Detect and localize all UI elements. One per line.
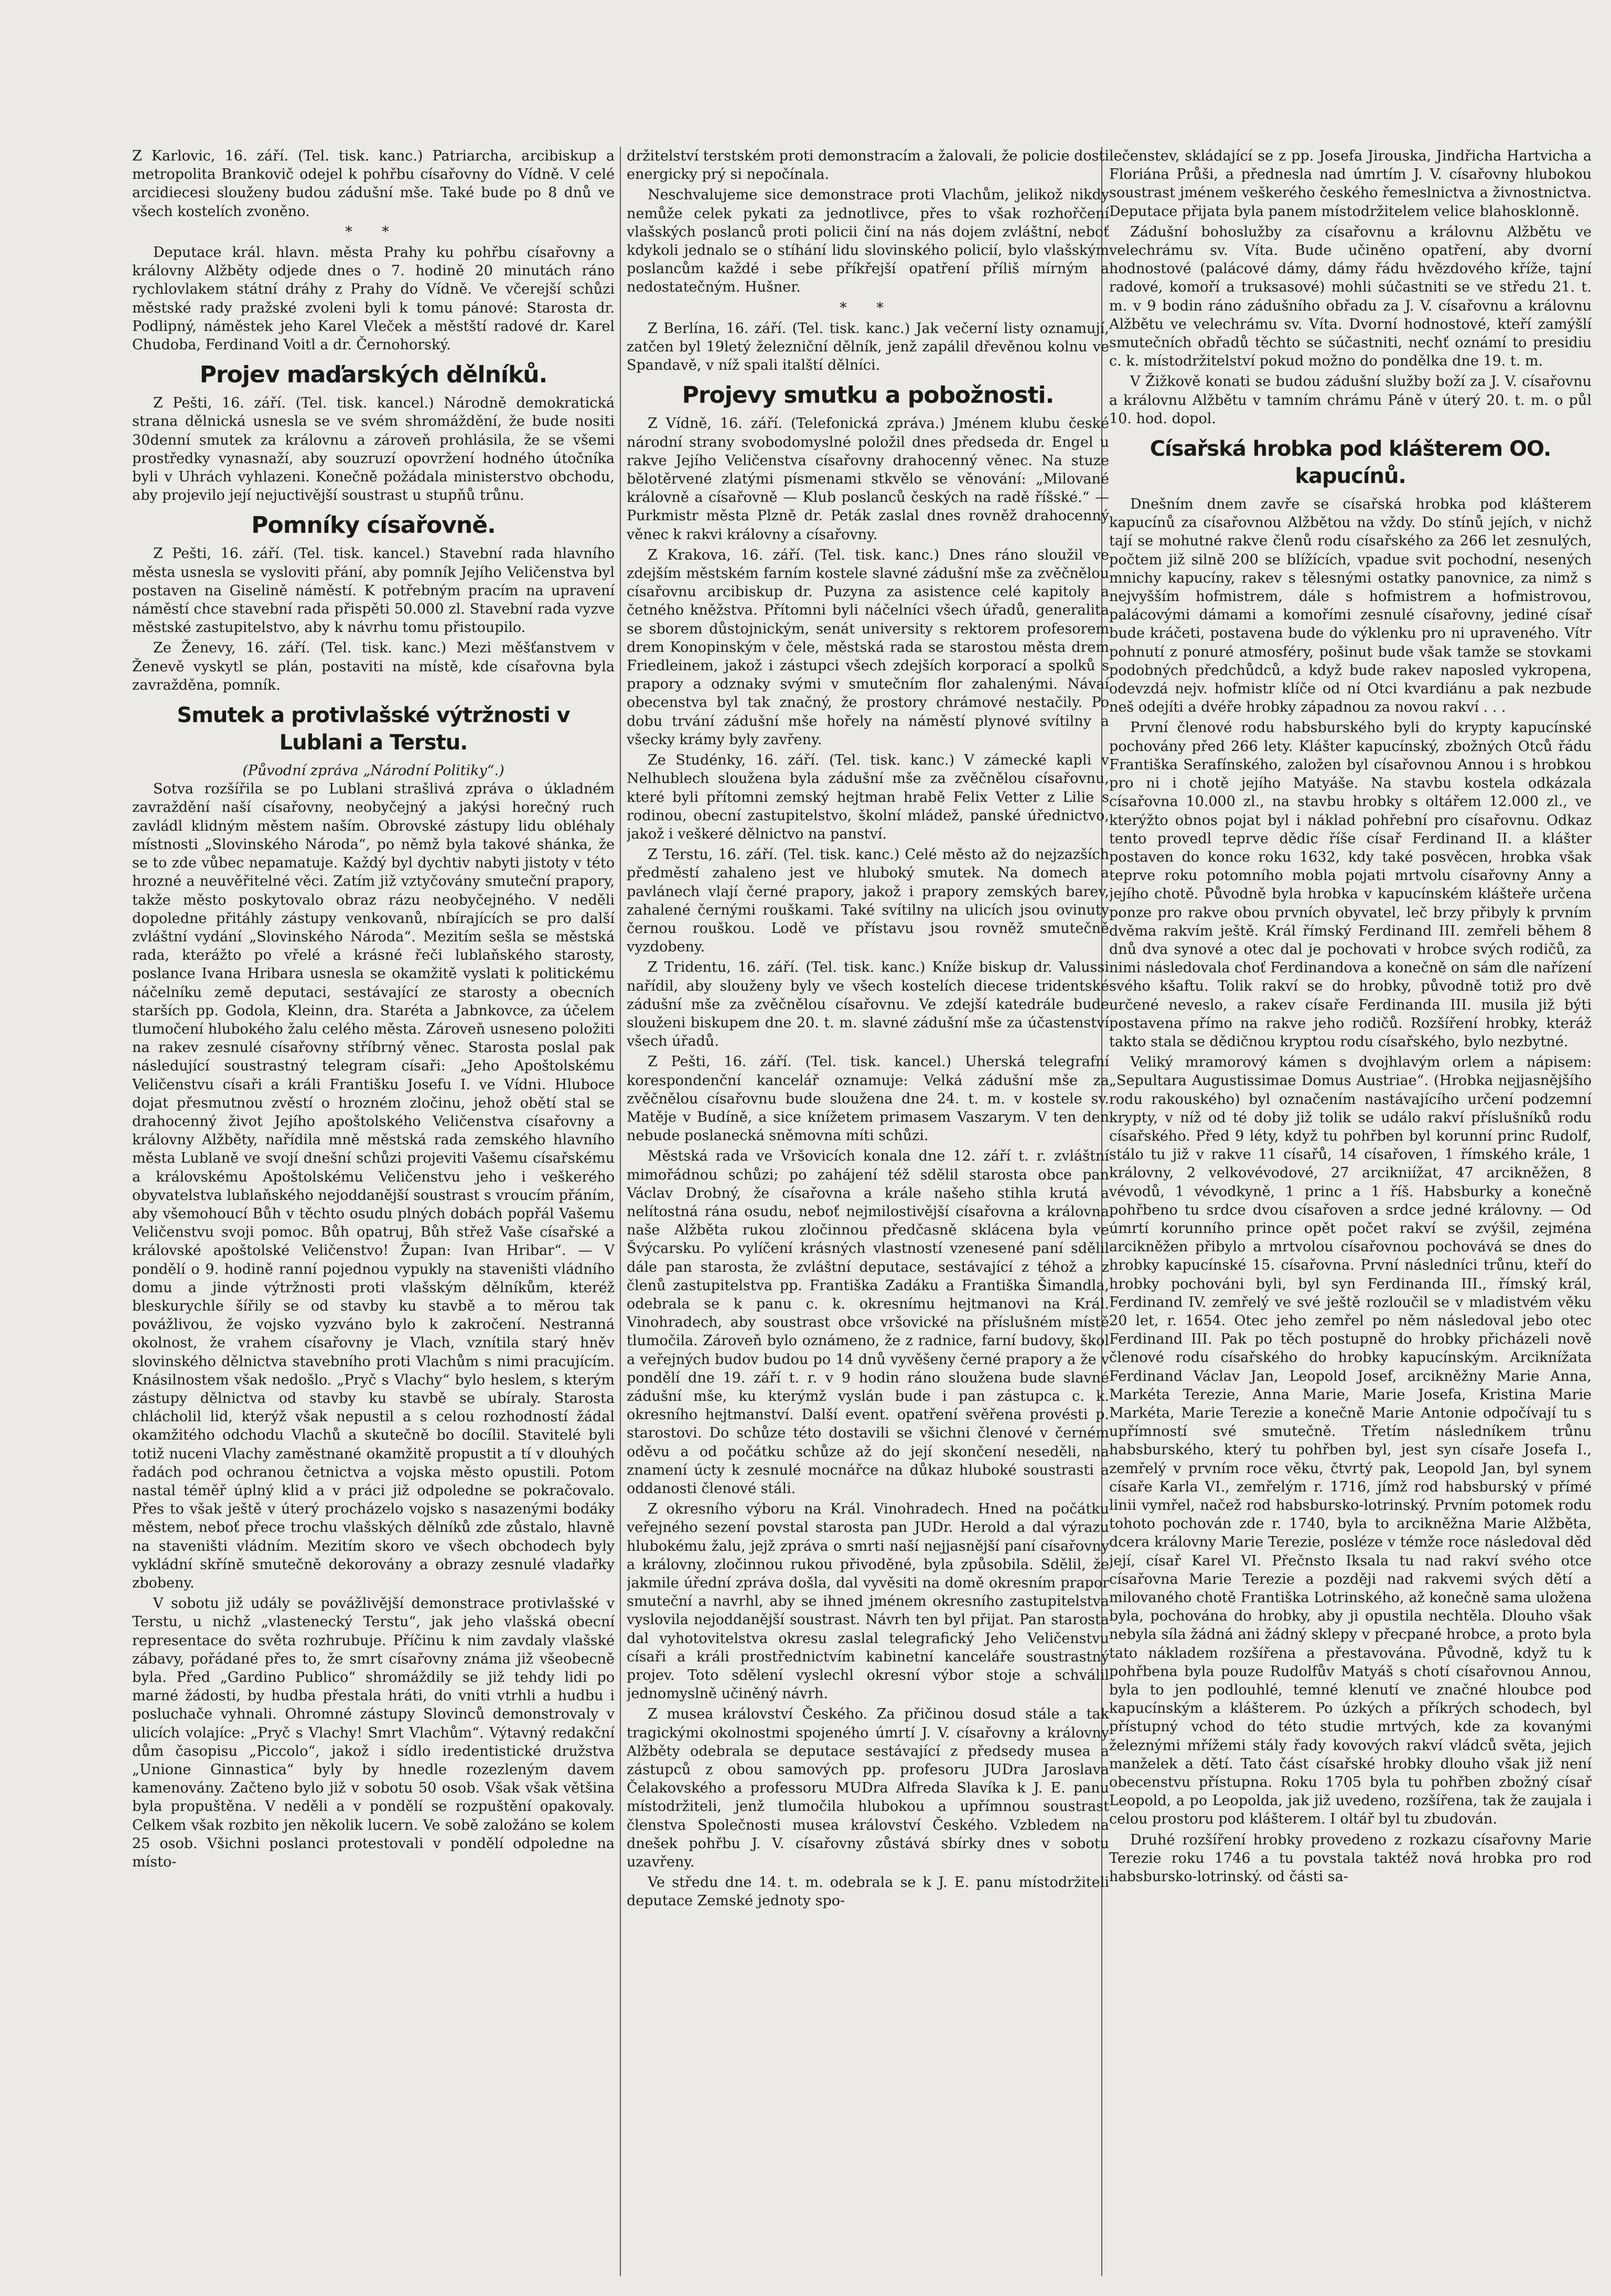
article-neschvalujeme: Neschvalujeme sice demonstrace proti Vlachům, jelikož nikdy nemůže celek pykati za jednotlivce, přes to však rozhořčení vlašských poslanců proti policii činí na nás dojem zvláštní, neboť kdykoli jednalo se o stíhání lidu slovinského policií, bylo vlašským poslancům každé i sebe příkřejší opatření příliš mírným a nedostatečným. Hušner. [627, 187, 1109, 296]
news-vidne: Z Vídně, 16. září. (Telefonická zpráva.) Jménem klubu české národní strany svobodomyslné položil dnes předseda dr. Engel u rakve Jejího Veličenstva císařovny drahocenný věnec. Na stuze bělotěrvené zlatými písmenami stkvělo se věnování: „Milované královně a císařovně — Klub poslanců českých na radě říšské.“ — Purkmistr města Plzně dr. Peták zaslal dnes rovněž drahocenný věnec k rakvi královny a císařovny. [627, 415, 1109, 543]
news-deputace-praha: Deputace král. hlavn. města Prahy ku pohřbu císařovny a královny Alžběty odjede dnes o 7. hodině 20 minutách ráno rychlovlakem státní dráhy z Prahy do Vídně. Ve včerejší schůzi městské rady pražské zvoleni byli k tomu pánové: Starosta dr. Podlipný, náměstek jeho Karel Vleček a městští radové dr. Karel Chudoba, Ferdinand Voitl a dr. Černohorský. [132, 244, 615, 353]
headline-madarskych-delniku: Projev maďarských dělníků. [199, 361, 547, 389]
news-museum: Z musea království Českého. Za přičinou dosud stále a tak tragickými okolnostmi spojeného úmrtí J. V. císařovny a královny Alžběty odebrala se deputace sestávající z předsedy musea a zástupců z obou samových pp. profesoru JUDra Jaroslava Čelakovského a professoru MUDra Alfreda Slavíka k J. E. panu místodržiteli, jenž tlumočila hlubokou a upřímnou soustrast členstva Společnosti musea království Českého. Vzbledem na dnešek pohřbu J. V. císařovny zůstává sbírky dnes v sobotu uzavřeny. [627, 1706, 1109, 1871]
column-left [132, 147, 615, 2281]
news-vrsovice: Městská rada ve Vršovicích konala dne 12. září t. r. zvláštní mimořádnou schůzi; po zahájení též sdělil starosta obce pan Václav Drobný, že císařovna a krále našeho stihla krutá a nelítostná rána osudu, neboť nejmilostivější císařovna a královna naše Alžběta rukou zločinnou předčasně sklácena byla ve Švýcarsku. Po vylíčení krásných vlastností vzenesené paní sdělil dále pan starosta, že zvláštní deputace, sestávající z téhož a z členů zastupitelstva pp. Františka Zadáku a Františka Šimandla, odebrala se k panu c. k. okresnímu hejtmanovi na Král. Vinohradech, aby soustrast obce vršovické na příslušném místě tlumočila. Zároveň bylo oznámeno, že z radnice, farní budovy, škol a veřejných budov budou po 14 dnů vyvěšeny černé prapory a že v pondělí dne 19. září t. r. v 9 hodin ráno sloužena bude slavné zádušní mše, ku kterýmž vyslán bude i pan zástupca c. k. okresního hejtmanství. Další event. opatření svěřena provésti p. starostovi. Do schůze této dostavili se všichni členové v černém oděvu a od počátku schůze až do její skončení neseděli, na znamení úcty k zesnulé mocnářce na důkaz hluboké soustrasti a oddanosti členové stáli. [627, 1148, 1109, 1497]
news-pesti-mse: Z Pešti, 16. září. (Tel. tisk. kancel.) Uherská telegrafní korespondenční kancelář oznamuje: Velká zádušní mše za zvěčnělou císařovnu bude sloužena dne 24. t. m. v kostele sv. Matěje v Budíně, a sice knížetem primasem Vaszarym. V ten den nebude poslanecká sněmovna míti schůzi. [627, 1054, 1109, 1144]
article-terst: V sobotu již udály se povážlivější demonstrace protivlašské v Terstu, u nichž „vlastenecký Terstu“, jak jeho vlašská obecní representace do světa rozhrubuje. Příčinu k nim zavdaly vlašské zábavy, pořádané přes to, že smrt císařovny známa již všeobecně byla. Před „Gardino Publico“ shromáždily se již tehdy lidi po marné žádosti, by hudba přestala hráti, do vniti vtrhli a hudbu i posluchače vyhnali. Ohromné zástupy Slovinců demonstrovaly v ulicích volajíce: „Pryč s Vlachy! Smrt Vlachům“. Výtavný redakční dům časopisu „Piccolo“, jakož i sídlo iredentistické družstva „Unione Ginnastica“ byly by hnedle rozezleným davem kamenovány. Začteno bylo již v sobotu 50 osob. Však však většina byla propuštěna. V neděli a v pondělí se rozpuštění opakovaly. Celkem však rozbito jen několik lucern. Ve sobě založáno se kolem 25 osob. Všichni poslanci protestovali v pondělí odpoledne na místo- [132, 1595, 615, 1871]
news-pesti-strana: Z Pešti, 16. září. (Tel. tisk. kancel.) Národně demokratická strana dělnická usnesla se ve svém shromáždění, že bude nositi 30denní smutek za královnu a zároveň prohlásila, že se všemi prostředky vynasnaží, aby souzruzí opovržení hodného útočníka byli v Uhrách vyhlazeni. Konečně požádala ministerstvo obchodu, aby projevilo její nejuctivější soustrast u stupňů trůnu. [132, 395, 615, 504]
column-right [1109, 147, 1592, 2281]
separator-stars: * * [840, 299, 896, 316]
headline-pomniky: Pomníky císařovně. [251, 512, 496, 539]
news-krakova: Z Krakova, 16. září. (Tel. tisk. kanc.) Dnes ráno sloužil ve zdejším městském farním kostele slavné zádušní mše za zvěčnělou císařovnu arcibiskup dr. Puzyna za asistence celé kapitoly a četného kněžstva. Přítomni byli náčelníci všech úřadů, generalita se sborem důstojnickým, senát university s rektorem profesorem drem Konopinským v čele, městská rada se starostou města drem Friedleinem, jakož i zástupci všech zdejších korporací a spolků s prapory a odznaky svými v smutečním flor zahalenými. Návaí obecenstva byl tak značný, že prostory chrámové nestačily. Po dobu trvání zádušní mše hořely na náměstí plynové svítilny a všecky krámy byly zavřeny. [627, 546, 1109, 748]
news-zenevy: Ze Ženevy, 16. září. (Tel. tisk. kanc.) Mezi měšťanstvem v Ženevě vyskytl se plán, postaviti na místě, kde císařovna byla zavražděna, pomník. [132, 640, 615, 693]
headline-cisarska-hrobka: Císařská hrobka pod klášterem OO. kapucínů. [1150, 437, 1551, 489]
article-lublan: Sotva rozšířila se po Lublani strašlivá zpráva o úkladném zavraždění naší císařovny, neobyčejný a jakýsi horečný ruch zavládl klidným městem naším. Obrovské zástupy lidu obléhaly místnosti „Slovinského Národa“, po němž byla takové shánka, že se to zde vůbec nepamatuje. Každý byl dychtiv nabyti jistoty v této hrozné a neuvěřitelné věci. Zatím již vztyčovány smuteční prapory, takže město poskytovalo obraz rázu neobyčejného. V neděli dopoledne přitáhly zástupy venkovanů, nbírajících se pro další zvláštní vydání „Slovinského Národa“. Mezitím sešla se městská rada, kterážto po vřelé a krásné řeči lublaňského starosty, poslance Ivana Hribara usnesla se okamžitě vyslati k politickému náčelníku země deputaci, sestávající ze starosty a obecních starších pp. Godola, Kleinn, dra. Staréta a Jabnkovce, za účelem tlumočení hlubokého žalu celého města. Zároveň usneseno položiti na rakev zesnulé císařovny stříbrný věnec. Starosta poslal pak následující soustrastný telegram císaři: „Jeho Apoštolskému Veličenstvu císaři a králi Františku Josefu I. ve Vídni. Hluboce dojat přesmutnou zvěstí o hrozném zločinu, jehož obětí stal se drahocenný život Jejího apoštolského Veličenstva císařovny a královny Alžběty, nařídila mně městská rada zemského hlavního města Lublaně ve svojí dnešní schůzi projeviti Vašemu císařskému a královskému Apoštolskému Veličenstvu jeho i veškerého obyvatelstva lublaňského nejoddanější soustrast s vroucím přáním, aby všemohoucí Bůh v těchto osudu plných dobách popřál Vašemu Veličenstvu svoji pomoc. Bůh opatruj, Bůh střež Vaše císařské a královské apoštolské Veličenstvo! Župan: Ivan Hribar“. — V pondělí o 9. hodině ranní pojednou vypukly na staveništi vládního domu a jinde výtržnosti proti vlašským dělníkům, kteréž bleskurychle šířily se od stavby ku stavbě a to měrou tak povážlivou, že vojsko vyzváno bylo k zakročení. Nestranná okolnost, že vrahem císařovny je Vlach, vznítila starý hněv slovinského dělnictva stavebního proti Vlachům s nimi pracujícím. Knásilnostem však nedošlo. „Pryč s Vlachy“ bylo heslem, s kterým zástupy dělnictva od stavby ku stavbě se ubíraly. Starosta chlácholil lid, kterýž však nepustil a s celou rozhodností žádal okamžitého odchodu Vlachů a skutečně bo docílil. Stavitelé byli totiž nuceni Vlachy zaměstnané okamžitě propustit a tí v dlouhých řadách pod ochranou četnictva a vojska město opustili. Potom nastal téměř úplný klid a v práci již odpoledne se pokračovalo. Přes to však ještě v úterý procházelo vojsko s nasazenými bodáky městem, neboť přece trochu vlašských dělníků zde zůstalo, hlavně na staveništi vládním. Mezitím skoro ve všech obchodech byly vykládní skříně smutečně dekorovány a obrazy zesnulé vladařky zbobeny. [132, 781, 615, 1592]
article-hrobka-4: Druhé rozšíření hrobky provedeno z rozkazu císařovny Marie Terezie roku 1746 a tu povstala taktéž nová hrobka pro rod habsbursko-lotrinský. od části sa- [1109, 1831, 1592, 1885]
news-jednota-cont: lečenstev, skládající se z pp. Josefa Jirouska, Jindřicha Hartvicha a Floriána Průši, a přednesla nad úmrtím J. V. císařovny hlubokou soustrast jménem veškerého českého řemeslnictva a živnostnictva. Deputace přijata byla panem místodržitelem velice blahosklonně. [1109, 148, 1592, 220]
news-terstu: Z Terstu, 16. září. (Tel. tisk. kanc.) Celé město až do nejzazších předměstí zahaleno jest ve hluboký smutek. Na domech a pavlánech vlají černé prapory, jakož i prapory zemských barev, zahalené černými rouškami. Také svítilny na ulicích jsou ovinuty černou rouškou. Lodě ve přístavu jsou rovněž smutečně vyzdobeny. [627, 846, 1109, 956]
headline-smutek-lublani: Smutek a protivlašské výtržnosti v Lublani a Terstu. [177, 703, 570, 755]
news-tridentu: Z Tridentu, 16. září. (Tel. tisk. kanc.) Kníže biskup dr. Valussi nařídil, aby slouženy byly ve všech kostelích diecese tridentské zádušní mše za zvěčnělou císařovnu. Ve zdejší katedrále bude slouženi biskupem dne 20. t. m. slavné zádušní mše za účastenství všech úřadů. [627, 959, 1109, 1050]
news-pesti-pomnik: Z Pešti, 16. září. (Tel. tisk. kancel.) Stavební rada hlavního města usnesla se vysloviti přání, aby pomník Jejího Veličenstva byl postaven na Giselině náměstí. K potřebným pracím na upravení náměstí chce stavební rada přispěti 50.000 zl. Stavební rada vyzve městské zastupitelstvo, aby k návrhu tomu přistoupilo. [132, 545, 615, 636]
news-vinohrady: Z okresního výboru na Král. Vinohradech. Hned na počátku veřejného sezení povstal starosta pan JUDr. Herold a dal výrazu hlubokému žalu, jejž zpráva o smrti naší nejjasnější paní císařovny a královny, zločinnou rukou přivoděné, byla způsobila. Sdělil, že jakmile úřední zpráva došla, dal vyvěsiti na domě okresním prapor smuteční a navrhl, aby se ihned jménem okresního zastupitelstva vyslovila nejoddanější soustrast. Návrh ten byl přijat. Pan starosta dal vyhotovitelstva okresu zaslal telegrafický Jeho Veličenstvu císaři a králi prostřednictvím kabinetní kanceláře soustrastný projev. Toto sdělení vyslechl okresní výbor stoje a schválil jednomyslně učiněný návrh. [627, 1501, 1109, 1702]
headline-projevy-smutku: Projevy smutku a pobožnosti. [682, 382, 1054, 409]
news-zizkov: V Žižkově konati se budou zádušní služby boží za J. V. císařovnu a královnu Alžbětu v tamním chrámu Páně v úterý 20. t. m. o půl 10. hod. dopol. [1109, 373, 1592, 427]
subheadline-puvodni-zprava: (Původní zpráva „Národní Politiky“.) [242, 763, 504, 779]
news-zadusni-vita: Zádušní bohoslužby za císařovnu a královnu Alžbětu ve velechrámu sv. Víta. Bude učiněno opatření, aby dvorní hodnostové (palácové dámy, dámy řádu hvězdového kříže, tajní radové, komoří a truksasové) mohli súčastniti se ve středu 21. t. m. v 9 bodin ráno zádušního obřadu za J. V. císařovnu a královnu Alžbětu ve velechrámu sv. Víta. Dvorní hodnostové, kteří zamýšlí smutečních obřadů těchto se súčastniti, nechť oznámí to presidiu c. k. místodržitelství pokud možno do pondělka dne 19. t. m. [1109, 223, 1592, 370]
news-berlin: Z Berlína, 16. září. (Tel. tisk. kanc.) Jak večerní listy oznamují, zatčen byl 19letý železniční dělník, jenž zapálil dřevěnou kolnu ve Spandavě, v níž spali italští dělníci. [627, 320, 1109, 374]
article-terst-cont: držitelství terstském proti demonstracím a žalovali, že policie dosti energicky prý si nepočínala. [627, 148, 1109, 183]
news-studenky: Ze Studénky, 16. září. (Tel. tisk. kanc.) V zámecké kapli v Nelhublech sloužena byla zádušní mše za zvěčnělou císařovnu, které byli přítomni zemský hejtman hrabě Felix Vetter z Lilie s rodinou, obecní zastupitelstvo, školní mládež, panské úřednictvo, jakož i veškeré dělnictvo na panství. [627, 752, 1109, 842]
separator-stars: * * [345, 223, 402, 240]
column-middle [627, 147, 1109, 2281]
article-hrobka-1: Dnešním dnem zavře se císařská hrobka pod klášterem kapucínů za císařovnou Alžbětou na vždy. Do stínů jejích, v nichž tají se mohutné rakve členů rodu císařského za 266 let zesnulých, počtem již silně 200 se blížících, vpadue svit pochodní, nesených mnichy kapucíny, rakev s tělesnými ostatky panovnice, za nimž s nejvyšším hofmistrem, dále s hofmistrem a hofmistrovou, palácovými dámami a komořími zesnulé císařovny, jediné císař bude kráčeti, postavena bude do výklenku pro ni upraveného. Vítr pohnutí z ponuré atmosféry, pošinut bude však tamže se stovkami podobných předchůdců, a když bude rakev naposled vykropena, odevzdá nejv. hofmistr klíče od ní Otci kvardiánu a pak nezbude neš odejíti a dvéře hrobky západnou za novou rakví . . . [1109, 496, 1592, 716]
column-rule [620, 147, 621, 2276]
news-jednota: Ve středu dne 14. t. m. odebrala se k J. E. panu místodržiteli deputace Zemské jednoty spo- [627, 1874, 1109, 1909]
news-karlovic: Z Karlovic, 16. září. (Tel. tisk. kanc.) Patriarcha, arcibiskup a metropolita Brankovič odejel k pohřbu císařovny do Vídně. V celé arcidiecesi slouženy budou zádušní mše. Také bude po 8 dnů ve všech kostelích zvoněno. [132, 148, 615, 220]
article-hrobka-2: První členové rodu habsburského byli do krypty kapucínské pochovány před 266 lety. Klášter kapucínský, zbožných Otců řádu Františka Serafínského, založen byl císařovnou Annou i s hrobkou pro ni i chotě jejího Matyáše. Na stavbu kostela odkázala císařovna 10.000 zl., na stavbu hrobky s oltářem 12.000 zl., ve kterýžto obnos pojat byl i náklad pohřební pro císařovnu. Odkaz tento provedl teprve dědic říše císař Ferdinand II. a klášter postaven do konce roku 1632, kdy také posvěcen, hrobka však teprve roku potomního mobla pojati mrtvolu císařovny Anny a jejího chotě. Původně byla hrobka v kapucínském klášteře určena ponze pro rakve obou prvních obyvatel, leč brzy přibyly k prvním dvěma rakvím ještě. Král římský Ferdinand III. zemřeli během 8 dnů dva synové a otec dal je pochovati v hrobce svých rodičů, za nimi následovala choť Ferdinandova a konečně on sám dle nařízení svého kšaftu. Tolik rakví se do hrobky, původně totiž pro dvě určené neveslo, a rakev císaře Ferdinanda III. musila již býti postavena přímo na rakve jeho rodičů. Rozšíření hrobky, kteráž takto stala se dědičnou kryptou rodu císařského, bylo nezbytné. [1109, 720, 1592, 1050]
article-hrobka-3: Veliký mramorový kámen s dvojhlavým orlem a nápisem: „Sepultara Augustissimae Domus Austriae“. (Hrobka nejjasnějšího rodu rakouského) byl označením nastávajícího určení podzemní krypty, v níž od té doby již tolik se událo rakví příslušníků rodu císařského. Před 9 léty, když tu pohřben byl korunní princ Rudolf, stálo tu již v rakve 11 císařů, 14 císařoven, 1 římského krále, 1 královny, 2 velkovévodové, 27 arcikniížat, 47 arcikněžen, 8 vévodů, 1 vévodkyně, 1 princ a 1 říš. Habsburky a konečně pohřbeno tu srdce dvou císařoven a srdce jedné královny. — Od úmrtí korunního prince opět počet rakví se zvýšil, zejména arcikněžen přibylo a mrtvolou císařovnou pochovává se dnes do hrobky kapucínské 15. císařovna. První následníci trůnu, kteří do hrobky pochováni byli, byl syn Ferdinanda III., římský král, Ferdinand IV. zemřelý ve své ještě rozloučil se v mladistvém věku 20 let, r. 1654. Otec jeho zemřel po něm následoval jebo otec Ferdinand III. Pak po těch postupně do hrobky přicházeli nově členové rodu císařského do hrobky kapucínským. Arciknížata Ferdinand Václav Jan, Leopold Josef, arcikněžny Marie Anna, Markéta Terezie, Anna Marie, Marie Josefa, Kristina Marie Markéta, Marie Terezie a konečně Marie Antonie odpočívají tu s upřímností své smutečně. Třetím následníkem trůnu habsburského, který tu pohřben byl, jest syn císaře Josefa I., zemřelý v prvním roce věku, čtvrtý pak, Leopold Jan, byl synem císaře Karla VI., zemřelým r. 1716, jímž rod habsburský v přímé linii vymřel, načež rod habsbursko-lotrinský. Prvním potomek rodu tohoto pochován zde r. 1740, byla to arcikněžna Marie Alžběta, dcera královny Marie Terezie, posléze v témže roce následoval děd její, císař Karel VI. Přečnsto Iksala tu nad rakví svého otce císařovna Marie Terezie a později nad rakvemi svých dětí a milovaného chotě Františka Lotrinského, až konečně sama uložena byla, pochována do hrobky, aby ji opustila nechtěla. Dlouho však nebyla síla žádná ani žádný sklepy v přecpané hrobce, a proto byla tato nákladem rozšířena a přestavována. Původně, když tu k pohřbena byla pouze Rudolfův Matyáš s chotí císařovnou Annou, byla to jen podlouhlé, temné klenutí ve značné hloubce pod kapucínským a klášterem. Po úzkých a příkrých schodech, byl přístupný vchod do této studie mrtvých, kde za kovanými železnými mřížemi stály řady kovových rakví vládců světa, jejich manželek a dětí. Tato část císařské hrobky dlouho však již není obecenstvu přístupna. Roku 1705 byla tu pohřben zbožný císař Leopold, a po Leopolda, jak již uvedeno, rozšířena, tak že zaujala i celou prostoru pod klášterem. I oltář byl tu zbudován. [1109, 1054, 1592, 1828]
